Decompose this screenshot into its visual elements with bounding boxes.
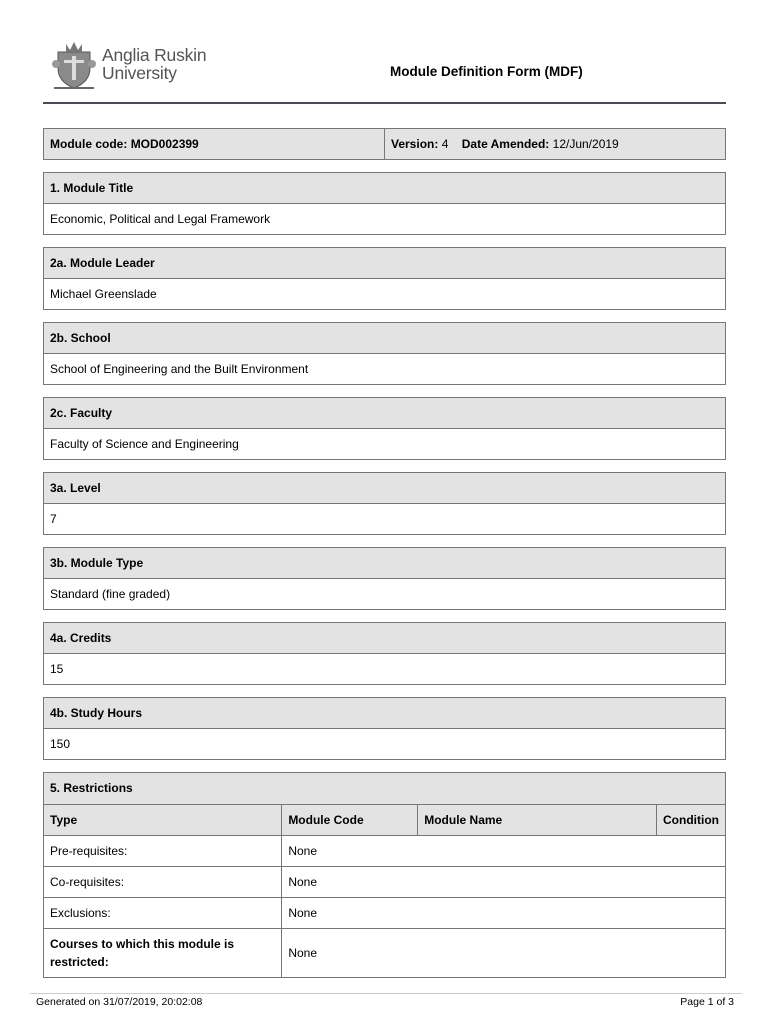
logo-line2: University: [102, 63, 177, 83]
table-row: [44, 898, 725, 929]
column-header: Type: [44, 805, 282, 836]
section-school: [43, 322, 726, 385]
section-label: 4a. Credits: [44, 623, 725, 654]
logo-text: [102, 46, 206, 82]
section-value: 7: [50, 512, 57, 526]
section-faculty: [43, 397, 726, 460]
section-restrictions: [43, 772, 726, 978]
restriction-type: Co-requisites:: [44, 867, 282, 898]
section-module-title: [43, 172, 726, 235]
logo-line1: Anglia Ruskin: [102, 45, 207, 65]
restrictions-table: [44, 804, 725, 977]
column-header: Condition: [657, 805, 725, 836]
section-module-type: [43, 547, 726, 610]
section-value: School of Engineering and the Built Environment: [50, 362, 309, 376]
section-label: 2b. School: [44, 323, 725, 354]
table-row: [44, 867, 725, 898]
date-amended-value: 12/Jun/2019: [552, 137, 619, 151]
column-header: Module Code: [282, 805, 418, 836]
section-label: 5. Restrictions: [44, 773, 725, 804]
section-value: Michael Greenslade: [50, 287, 157, 301]
column-header: Module Name: [418, 805, 657, 836]
generated-timestamp: Generated on 31/07/2019, 20:02:08: [36, 996, 203, 1008]
restriction-code: None: [282, 836, 725, 867]
section-value: 15: [50, 662, 64, 676]
section-label: 3b. Module Type: [44, 548, 725, 579]
restriction-code: None: [282, 867, 725, 898]
module-code-box: [43, 128, 726, 160]
crest-icon: [52, 38, 96, 90]
restriction-type: Courses to which this module is restricted:: [44, 929, 282, 977]
header-divider: [43, 102, 726, 104]
table-row: [44, 836, 725, 867]
page-number: Page 1 of 3: [680, 996, 734, 1008]
section-value: Standard (fine graded): [50, 587, 171, 601]
section-label: 2c. Faculty: [44, 398, 725, 429]
section-label: 2a. Module Leader: [44, 248, 725, 279]
section-value: 150: [50, 737, 71, 751]
footer-divider: [30, 993, 742, 994]
module-code-label: Module code:: [50, 137, 128, 151]
section-label: 1. Module Title: [44, 173, 725, 204]
section-value: Faculty of Science and Engineering: [50, 437, 239, 451]
module-code-cell: [44, 129, 385, 159]
section-value: Economic, Political and Legal Framework: [50, 212, 271, 226]
version-value: 4: [441, 137, 449, 151]
restriction-type: Pre-requisites:: [44, 836, 282, 867]
section-label: 3a. Level: [44, 473, 725, 504]
table-row: [44, 929, 725, 977]
table-header-row: [44, 805, 725, 836]
section-module-leader: [43, 247, 726, 310]
version-cell: [385, 129, 725, 159]
version-label: Version:: [391, 137, 439, 151]
restriction-code: None: [282, 929, 725, 977]
module-code-value: MOD002399: [130, 137, 199, 151]
section-label: 4b. Study Hours: [44, 698, 725, 729]
section-credits: [43, 622, 726, 685]
university-logo: [52, 38, 222, 90]
form-title: Module Definition Form (MDF): [390, 64, 583, 79]
section-study-hours: [43, 697, 726, 760]
section-level: [43, 472, 726, 535]
restriction-type: Exclusions:: [44, 898, 282, 929]
date-amended-label: Date Amended:: [461, 137, 550, 151]
restriction-code: None: [282, 898, 725, 929]
